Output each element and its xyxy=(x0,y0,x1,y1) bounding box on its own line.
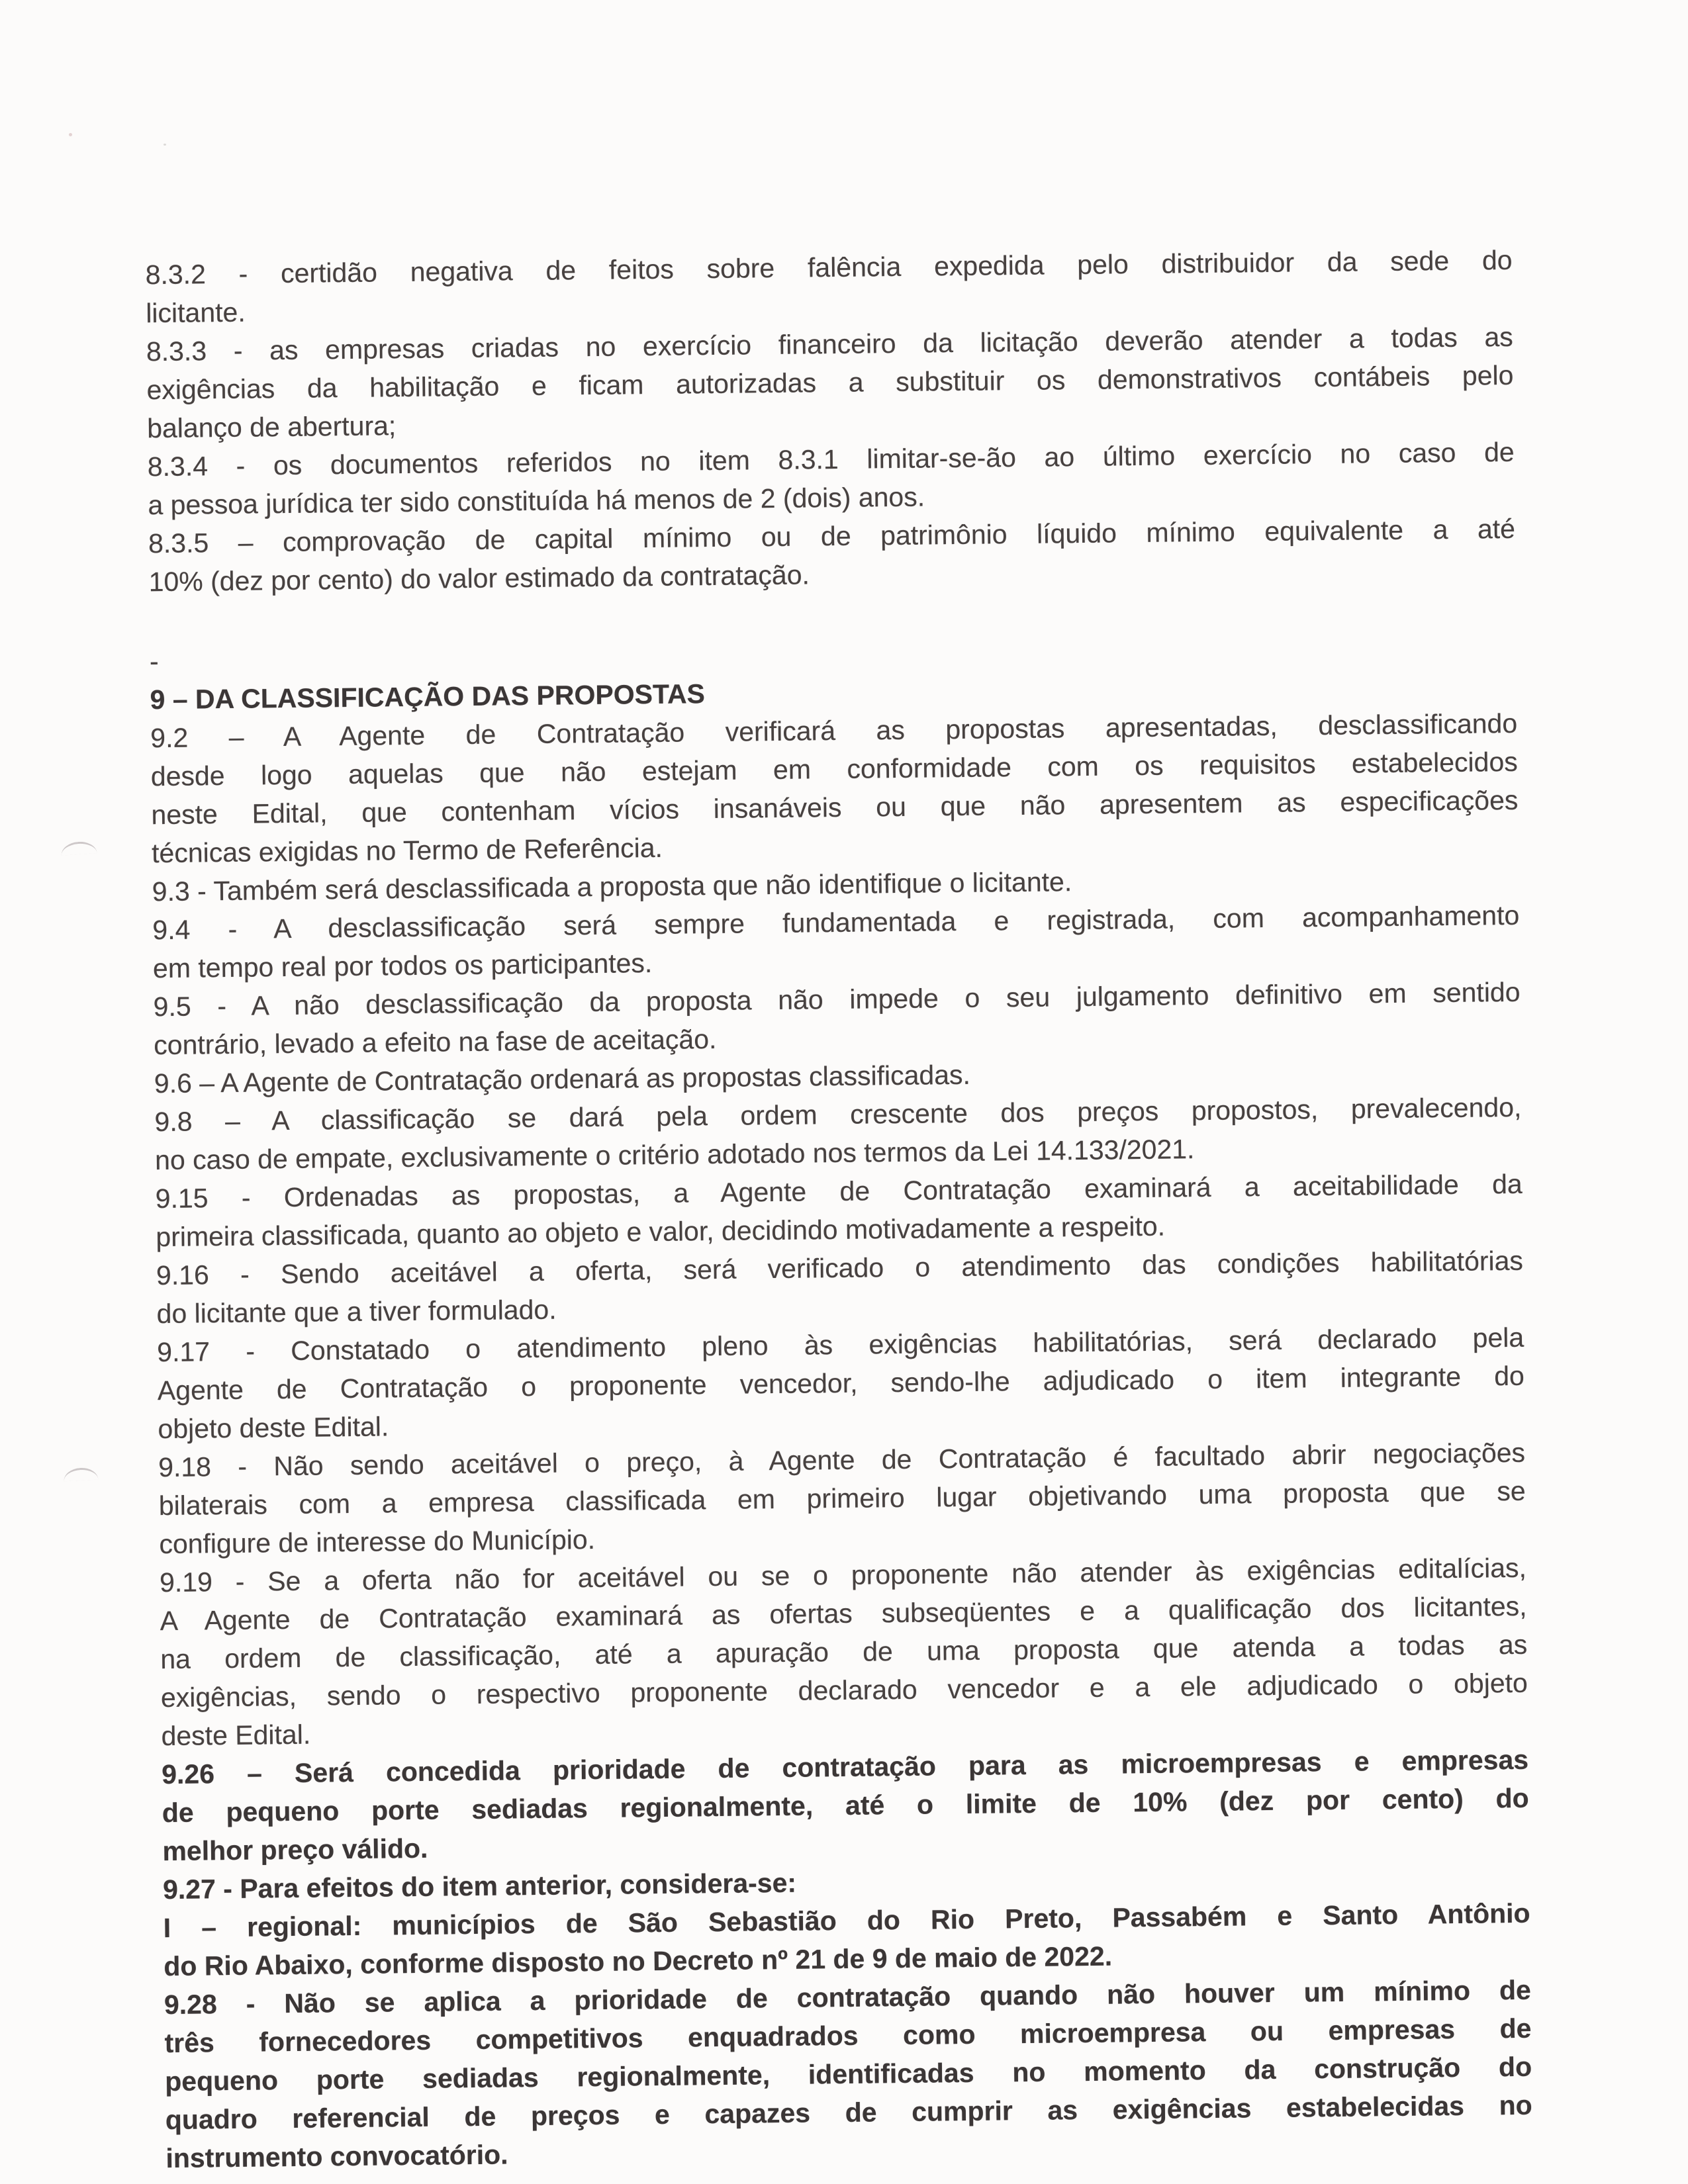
text-line: configure de interesse do Município. xyxy=(159,1524,596,1560)
text-line: na ordem de classificação, até a apuração de uma proposta que atenda a todas as xyxy=(160,1629,1528,1675)
para-9-28 xyxy=(164,1971,1533,2177)
text-line: contrário, levado a efeito na fase de aceitação. xyxy=(154,1023,717,1061)
text-line: 8.3.3 - as empresas criadas no exercício financeiro da licitação deverão atender a todas as xyxy=(146,321,1514,367)
text-line: - xyxy=(149,646,159,677)
text-line: 9.18 - Não sendo aceitável o preço, à Agente de Contratação é facultado abrir negociações xyxy=(158,1437,1526,1483)
text-line: exigências, sendo o respectivo proponente declarado vencedor e a ele adjudicado o objeto xyxy=(160,1667,1528,1713)
text-line: 9.2 – A Agente de Contratação verificará as propostas apresentadas, desclassificando xyxy=(150,707,1518,754)
text-line: deste Edital. xyxy=(161,1719,311,1752)
text-line: 8.3.2 - certidão negativa de feitos sobre falência expedida pelo distribuidor da sede do xyxy=(145,244,1513,291)
text-line: 9.17 - Constatado o atendimento pleno às exigências habilitatórias, será declarado pela xyxy=(157,1322,1524,1368)
para-8-3-2 xyxy=(145,241,1513,332)
margin-pen-mark-icon xyxy=(64,1467,99,1482)
text-line: Agente de Contratação o proponente vencedor, sendo-lhe adjudicado o item integrante do xyxy=(157,1360,1525,1406)
para-8-3-4 xyxy=(147,433,1515,524)
para-9-19 xyxy=(160,1549,1528,1755)
text-line: a pessoa jurídica ter sido constituída há menos de 2 (dois) anos. xyxy=(148,481,925,521)
text-line: 9 – DA CLASSIFICAÇÃO DAS PROPOSTAS xyxy=(150,678,706,715)
text-line: 8.3.5 – comprovação de capital mínimo ou de patrimônio líquido mínimo equivalente a até xyxy=(148,513,1516,559)
text-line: do licitante que a tiver formulado. xyxy=(156,1294,557,1330)
document-text-block xyxy=(145,241,1532,2177)
text-line: quadro referencial de preços e capazes de cumprir as exigências estabelecidas no xyxy=(165,2089,1532,2136)
para-9-5 xyxy=(153,973,1521,1064)
text-line: neste Edital, que contenham vícios insanáveis ou que não apresentem as especificações xyxy=(151,784,1519,831)
text-line: melhor preço válido. xyxy=(162,1833,428,1867)
scan-dust-speck xyxy=(69,133,72,136)
text-line: 9.16 - Sendo aceitável a oferta, será verificado o atendimento das condições habilitatórias xyxy=(156,1245,1524,1291)
text-line: 8.3.4 - os documentos referidos no item 8.3.1 limitar-se-ão ao último exercício no caso de xyxy=(147,436,1515,482)
para-8-3-5 xyxy=(148,510,1516,601)
text-line: I – regional: municípios de São Sebastião do Rio Preto, Passabém e Santo Antônio xyxy=(163,1897,1530,1944)
text-line: três fornecedores competitivos enquadrados como microempresa ou empresas de xyxy=(164,2013,1532,2059)
text-line: 9.6 – A Agente de Contratação ordenará as propostas classificadas. xyxy=(154,1059,971,1099)
text-line: pequeno porte sediadas regionalmente, identificadas no momento da construção do xyxy=(164,2051,1532,2097)
para-9-27-inciso-i xyxy=(163,1894,1530,1985)
text-line: exigências da habilitação e ficam autorizadas a substituir os demonstrativos contábeis pelo xyxy=(146,359,1514,406)
text-line: primeira classificada, quanto ao objeto e valor, decidindo motivadamente a respeito. xyxy=(156,1210,1166,1253)
text-line: de pequeno porte sediadas regionalmente, até o limite de 10% (dez por cento) do xyxy=(162,1782,1529,1829)
text-line: 9.3 - Também será desclassificada a proposta que não identifique o licitante. xyxy=(152,866,1072,907)
text-line: 9.8 – A classificação se dará pela ordem crescente dos preços propostos, prevalecendo, xyxy=(154,1091,1522,1138)
text-line: objeto deste Edital. xyxy=(158,1411,389,1445)
para-8-3-3 xyxy=(146,318,1515,447)
text-line: 9.4 - A desclassificação será sempre fundamentada e registrada, com acompanhamento xyxy=(152,899,1520,946)
text-line: 9.28 - Não se aplica a prioridade de contratação quando não houver um mínimo de xyxy=(164,1974,1532,2021)
para-9-18 xyxy=(158,1433,1526,1563)
text-line: balanço de abertura; xyxy=(146,410,397,444)
text-line: instrumento convocatório. xyxy=(165,2139,508,2174)
text-line: técnicas exigidas no Termo de Referência. xyxy=(151,832,663,869)
text-line: 10% (dez por cento) do valor estimado da contratação. xyxy=(148,559,810,598)
para-9-4 xyxy=(152,896,1520,987)
margin-pen-mark-icon xyxy=(60,841,97,856)
text-line: 9.15 - Ordenadas as propostas, a Agente de Contratação examinará a aceitabilidade da xyxy=(155,1168,1523,1214)
para-9-17 xyxy=(157,1318,1525,1448)
text-line: 9.26 – Será concedida prioridade de contratação para as microempresas e empresas xyxy=(161,1744,1529,1790)
text-line: desde logo aquelas que não estejam em conformidade com os requisitos estabelecidos xyxy=(150,746,1518,792)
text-line: do Rio Abaixo, conforme disposto no Decreto nº 21 de 9 de maio de 2022. xyxy=(164,1940,1113,1982)
text-line: no caso de empate, exclusivamente o critério adotado nos termos da Lei 14.133/2021. xyxy=(154,1134,1195,1176)
text-line: 9.27 - Para efeitos do item anterior, considera-se: xyxy=(162,1867,797,1905)
para-9-16 xyxy=(156,1242,1524,1333)
para-9-8 xyxy=(154,1088,1522,1179)
text-line: A Agente de Contratação examinará as ofertas subseqüentes e a qualificação dos licitantes, xyxy=(160,1590,1527,1637)
para-9-26 xyxy=(162,1741,1530,1870)
text-line: licitante. xyxy=(146,296,246,329)
para-9-2 xyxy=(150,704,1519,872)
para-9-15 xyxy=(155,1165,1523,1256)
text-line: 9.19 - Se a oferta não for aceitável ou se o proponente não atender às exigências editalícias, xyxy=(159,1552,1527,1598)
text-line: em tempo real por todos os participantes. xyxy=(152,948,653,984)
text-line: bilaterais com a empresa classificada em primeiro lugar objetivando uma proposta que se xyxy=(158,1475,1526,1522)
text-line: 9.5 - A não desclassificação da proposta não impede o seu julgamento definitivo em sentido xyxy=(153,976,1521,1023)
scan-dust-speck xyxy=(164,144,166,146)
